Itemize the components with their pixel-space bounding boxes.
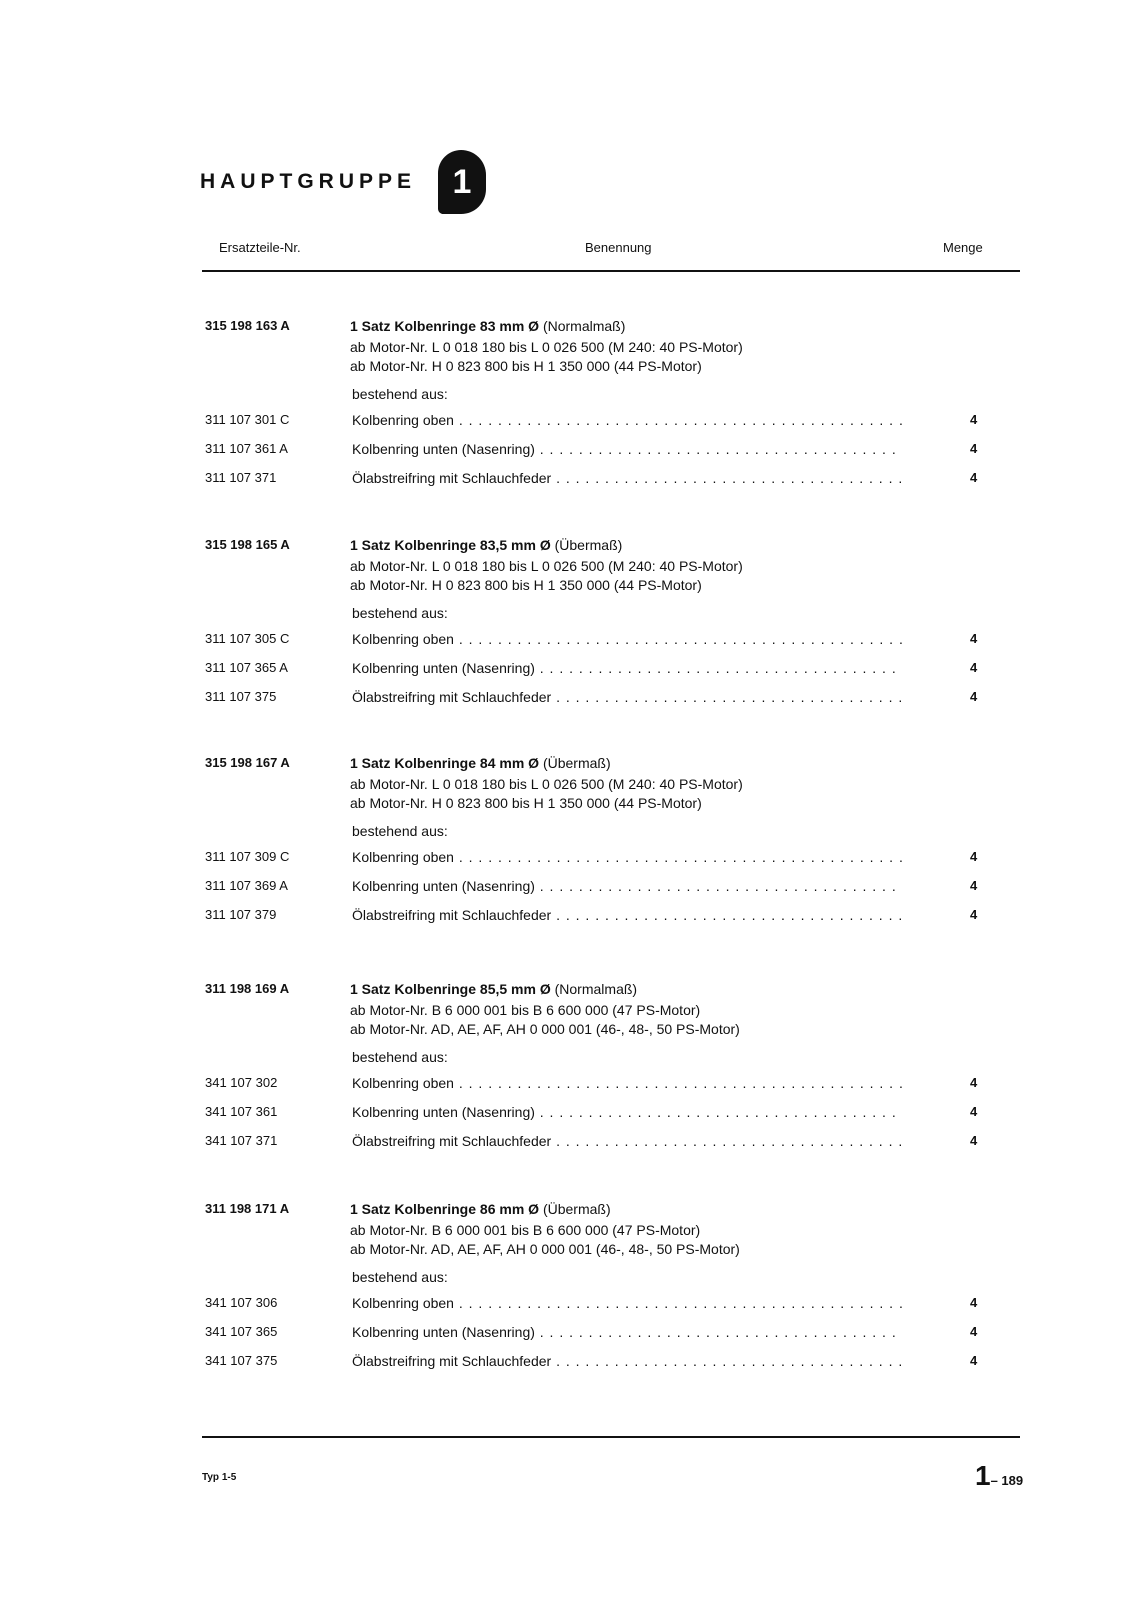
item-quantity: 4 — [970, 689, 978, 704]
table-row — [0, 1353, 1138, 1382]
set-engine-range-1: ab Motor-Nr. B 6 000 001 bis B 6 600 000 (47 PS-Motor) — [350, 1002, 701, 1018]
group-number-badge: 1 — [438, 150, 486, 214]
set-title-main: 1 Satz Kolbenringe 86 mm Ø — [350, 1201, 540, 1217]
set-part-number: 311 198 171 A — [205, 1201, 290, 1216]
item-description: Kolbenring oben . . . — [352, 412, 902, 428]
table-row — [0, 631, 1138, 660]
set-part-number: 311 198 169 A — [205, 981, 290, 996]
set-engine-range-2: ab Motor-Nr. H 0 823 800 bis H 1 350 000 (44 PS-Motor) — [350, 358, 702, 374]
set-part-number: 315 198 163 A — [205, 318, 290, 333]
item-part-number: 311 107 361 A — [205, 441, 288, 456]
set-title-note: (Normalmaß) — [554, 981, 638, 997]
item-quantity: 4 — [970, 1324, 978, 1339]
item-part-number: 341 107 306 — [205, 1295, 278, 1310]
table-row — [0, 907, 1138, 936]
item-description: Kolbenring unten (Nasenring) . . . — [352, 1324, 902, 1340]
item-part-number: 311 107 305 C — [205, 631, 290, 646]
item-quantity: 4 — [970, 631, 978, 646]
item-part-number: 341 107 302 — [205, 1075, 278, 1090]
item-part-number: 311 107 369 A — [205, 878, 288, 893]
item-quantity: 4 — [970, 660, 978, 675]
item-part-number: 311 107 365 A — [205, 660, 288, 675]
header-divider — [202, 270, 1020, 272]
page-number — [975, 1460, 1023, 1492]
item-quantity: 4 — [970, 1075, 978, 1090]
set-engine-range-1: ab Motor-Nr. L 0 018 180 bis L 0 026 500 (M 240: 40 PS-Motor) — [350, 339, 743, 355]
parts-set — [0, 981, 1138, 1149]
set-title — [350, 755, 611, 771]
set-engine-range-1: ab Motor-Nr. L 0 018 180 bis L 0 026 500 (M 240: 40 PS-Motor) — [350, 558, 743, 574]
set-engine-range-2: ab Motor-Nr. AD, AE, AF, AH 0 000 001 (46-, 48-, 50 PS-Motor) — [350, 1021, 740, 1037]
table-row — [0, 470, 1138, 499]
set-engine-range-2: ab Motor-Nr. H 0 823 800 bis H 1 350 000 (44 PS-Motor) — [350, 795, 702, 811]
item-quantity: 4 — [970, 878, 978, 893]
set-title-main: 1 Satz Kolbenringe 83 mm Ø — [350, 318, 540, 334]
set-title — [350, 537, 622, 553]
page-number-group: 1 — [975, 1460, 991, 1491]
item-part-number: 341 107 371 — [205, 1133, 278, 1148]
item-quantity: 4 — [970, 849, 978, 864]
set-part-number: 315 198 165 A — [205, 537, 290, 552]
item-description: Kolbenring oben . . . — [352, 1295, 902, 1311]
item-description: Ölabstreifring mit Schlauchfeder . . . — [352, 1353, 902, 1369]
item-part-number: 341 107 365 — [205, 1324, 278, 1339]
item-description: Kolbenring oben . . . — [352, 631, 902, 647]
item-part-number: 341 107 375 — [205, 1353, 278, 1368]
item-part-number: 311 107 375 — [205, 689, 277, 704]
item-description: Kolbenring unten (Nasenring) . . . — [352, 1104, 902, 1120]
item-description: Kolbenring oben . . . — [352, 849, 902, 865]
consists-of-label: bestehend aus: — [352, 605, 448, 621]
parts-set — [0, 755, 1138, 923]
set-title-note: (Übermaß) — [554, 537, 623, 553]
set-title-note: (Übermaß) — [542, 755, 611, 771]
set-part-number: 315 198 167 A — [205, 755, 290, 770]
set-engine-range-1: ab Motor-Nr. B 6 000 001 bis B 6 600 000 (47 PS-Motor) — [350, 1222, 701, 1238]
item-description: Ölabstreifring mit Schlauchfeder . . . — [352, 1133, 902, 1149]
table-row — [0, 849, 1138, 878]
consists-of-label: bestehend aus: — [352, 1049, 448, 1065]
table-row — [0, 689, 1138, 718]
item-description: Ölabstreifring mit Schlauchfeder . . . — [352, 470, 902, 486]
footer-divider — [202, 1436, 1020, 1438]
set-title-main: 1 Satz Kolbenringe 84 mm Ø — [350, 755, 540, 771]
item-part-number: 311 107 371 — [205, 470, 277, 485]
item-part-number: 311 107 301 C — [205, 412, 290, 427]
item-part-number: 341 107 361 — [205, 1104, 278, 1119]
table-row — [0, 1075, 1138, 1104]
item-description: Kolbenring unten (Nasenring) . . . — [352, 878, 902, 894]
column-header-part-number: Ersatzteile-Nr. — [219, 240, 301, 255]
item-quantity: 4 — [970, 1295, 978, 1310]
set-title-main: 1 Satz Kolbenringe 83,5 mm Ø — [350, 537, 551, 553]
item-quantity: 4 — [970, 412, 978, 427]
set-title-note: (Übermaß) — [542, 1201, 611, 1217]
set-engine-range-2: ab Motor-Nr. H 0 823 800 bis H 1 350 000 (44 PS-Motor) — [350, 577, 702, 593]
table-row — [0, 660, 1138, 689]
item-quantity: 4 — [970, 907, 978, 922]
item-description: Ölabstreifring mit Schlauchfeder . . . — [352, 907, 902, 923]
set-title — [350, 318, 625, 334]
vehicle-type-label: Typ 1-5 — [202, 1472, 237, 1483]
table-row — [0, 1104, 1138, 1133]
set-title-main: 1 Satz Kolbenringe 85,5 mm Ø — [350, 981, 551, 997]
page-number-sheet: – 189 — [990, 1473, 1024, 1488]
page-title: HAUPTGRUPPE — [200, 170, 417, 193]
item-part-number: 311 107 309 C — [205, 849, 290, 864]
parts-set — [0, 318, 1138, 486]
table-row — [0, 412, 1138, 441]
item-quantity: 4 — [970, 1104, 978, 1119]
set-engine-range-2: ab Motor-Nr. AD, AE, AF, AH 0 000 001 (46-, 48-, 50 PS-Motor) — [350, 1241, 740, 1257]
item-description: Kolbenring oben . . . — [352, 1075, 902, 1091]
item-quantity: 4 — [970, 1133, 978, 1148]
table-row — [0, 1324, 1138, 1353]
item-part-number: 311 107 379 — [205, 907, 277, 922]
set-engine-range-1: ab Motor-Nr. L 0 018 180 bis L 0 026 500 (M 240: 40 PS-Motor) — [350, 776, 743, 792]
item-description: Kolbenring unten (Nasenring) . . . — [352, 441, 902, 457]
item-description: Kolbenring unten (Nasenring) . . . — [352, 660, 902, 676]
item-quantity: 4 — [970, 1353, 978, 1368]
consists-of-label: bestehend aus: — [352, 1269, 448, 1285]
table-row — [0, 441, 1138, 470]
set-title-note: (Normalmaß) — [542, 318, 626, 334]
column-header-designation: Benennung — [585, 240, 652, 255]
column-header-quantity: Menge — [943, 240, 983, 255]
table-row — [0, 1295, 1138, 1324]
item-quantity: 4 — [970, 441, 978, 456]
consists-of-label: bestehend aus: — [352, 823, 448, 839]
item-description: Ölabstreifring mit Schlauchfeder . . . — [352, 689, 902, 705]
consists-of-label: bestehend aus: — [352, 386, 448, 402]
table-row — [0, 878, 1138, 907]
table-row — [0, 1133, 1138, 1162]
set-title — [350, 981, 637, 997]
parts-set — [0, 1201, 1138, 1369]
parts-set — [0, 537, 1138, 705]
set-title — [350, 1201, 611, 1217]
item-quantity: 4 — [970, 470, 978, 485]
